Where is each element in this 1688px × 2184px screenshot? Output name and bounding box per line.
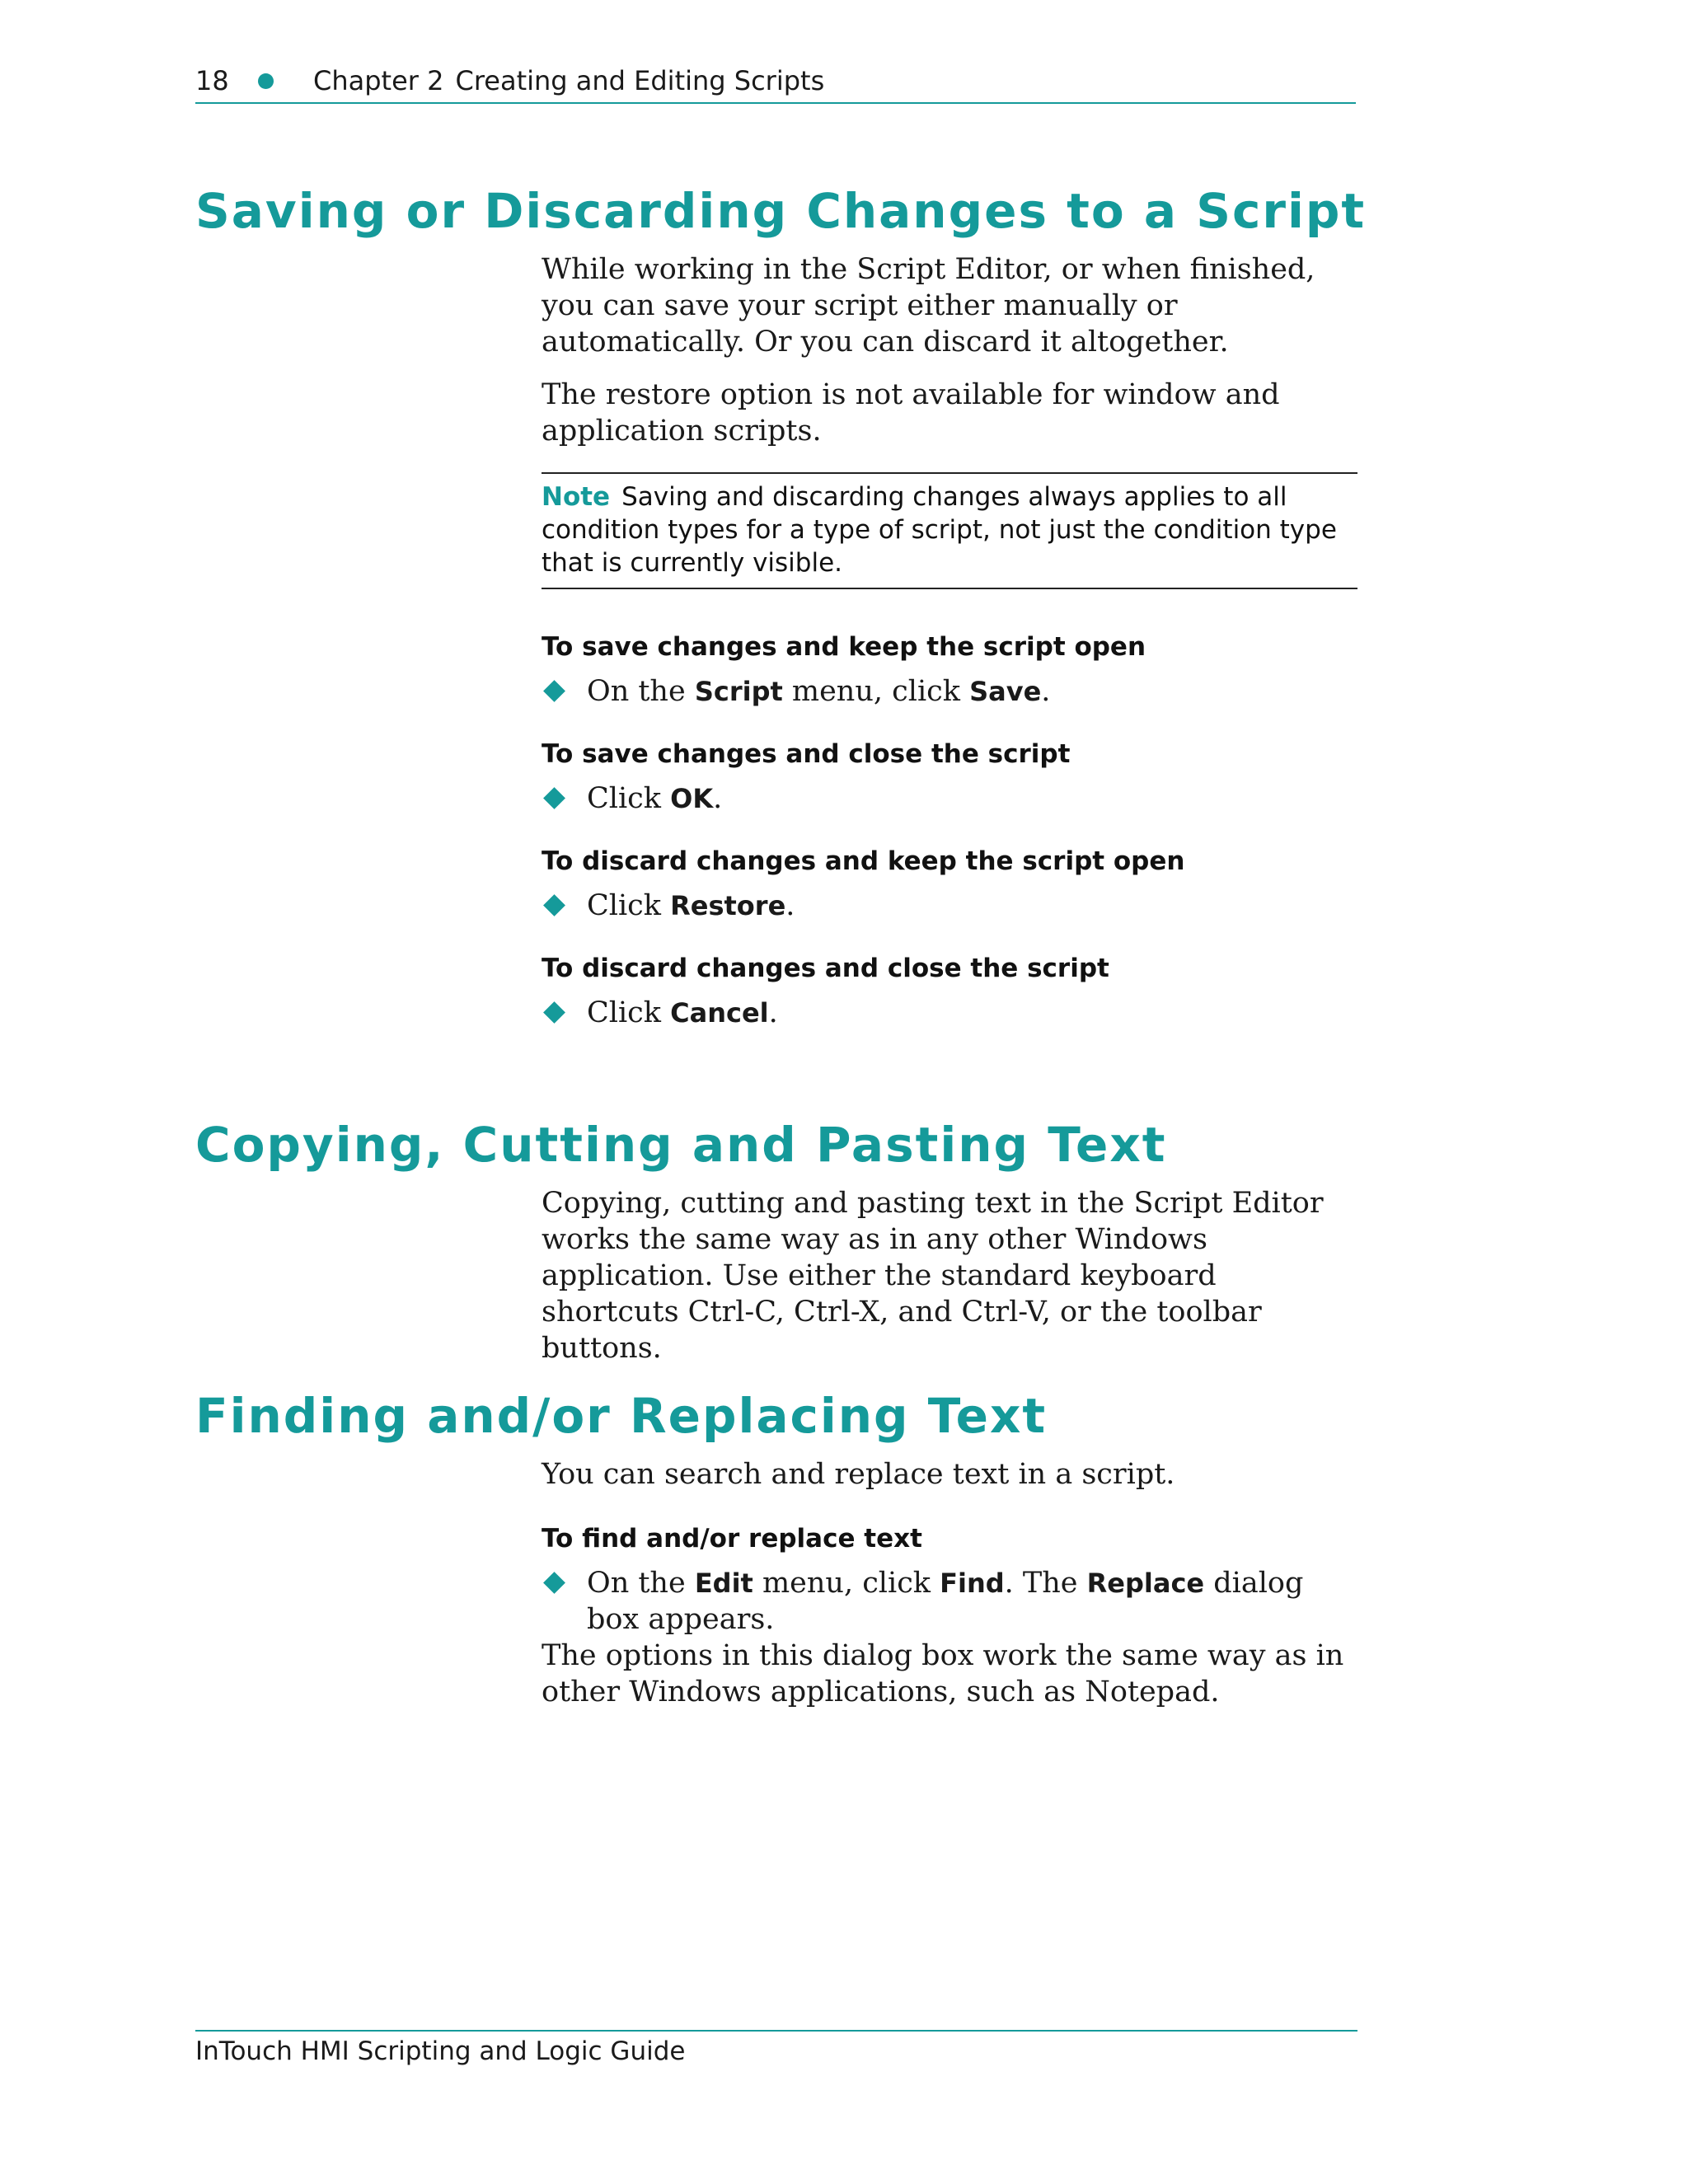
procedure-step xyxy=(542,888,1357,924)
chapter-label: Chapter 2 xyxy=(313,65,444,96)
paragraph: You can search and replace text in a script. xyxy=(542,1458,1175,1491)
section-heading-copying: Copying, Cutting and Pasting Text xyxy=(195,1117,1167,1173)
procedure xyxy=(542,630,1357,710)
paragraph: Copying, cutting and pasting text in the Script Editor works the same way as in any other Windows application. Use either the standard keyboard shortcuts Ctrl-C, Ctrl-X, and Ctrl-V, or the toolbar buttons. xyxy=(542,1187,1324,1365)
procedure xyxy=(542,952,1357,1031)
procedure-heading: To save changes and keep the script open xyxy=(542,632,1146,662)
step-text: Click Cancel. xyxy=(587,996,778,1029)
procedure xyxy=(542,845,1357,924)
note-box xyxy=(542,472,1357,589)
ui-term: OK xyxy=(670,783,714,814)
step-text: Click Restore. xyxy=(587,889,795,922)
section-body-copying xyxy=(542,1185,1357,1366)
ui-term: Cancel xyxy=(670,997,769,1029)
section-body-saving xyxy=(542,251,1357,1031)
procedure-step xyxy=(542,673,1357,710)
step-text: Click OK. xyxy=(587,782,723,815)
page-footer xyxy=(195,2030,1357,2066)
step-text: On the Edit menu, click Find. The Replace dialog box appears. xyxy=(587,1567,1304,1636)
page-number: 18 xyxy=(195,65,229,96)
ui-term: Find xyxy=(940,1568,1005,1599)
procedure-step xyxy=(542,780,1357,817)
procedure xyxy=(542,1522,1357,1638)
ui-term: Restore xyxy=(670,890,786,921)
procedure xyxy=(542,738,1357,817)
paragraph: The options in this dialog box work the same way as in other Windows applications, such as Notepad. xyxy=(542,1639,1344,1708)
section-body-finding xyxy=(542,1456,1357,1710)
ui-term: Replace xyxy=(1086,1568,1205,1599)
diamond-bullet-icon xyxy=(543,1001,565,1024)
diamond-bullet-icon xyxy=(543,894,565,916)
note-text: Saving and discarding changes always applies to all condition types for a type of script, not just the condition type that is currently visible. xyxy=(542,482,1337,578)
procedure-heading: To save changes and close the script xyxy=(542,739,1071,769)
ui-term: Edit xyxy=(694,1568,753,1599)
procedure-heading: To discard changes and keep the script open xyxy=(542,846,1185,876)
procedure-step xyxy=(542,1565,1357,1638)
diamond-bullet-icon xyxy=(543,1572,565,1594)
procedure-heading: To discard changes and close the script xyxy=(542,954,1109,983)
procedure-heading: To find and/or replace text xyxy=(542,1524,922,1554)
paragraph: The restore option is not available for window and application scripts. xyxy=(542,378,1280,448)
section-heading-saving: Saving or Discarding Changes to a Script xyxy=(195,183,1367,239)
diamond-bullet-icon xyxy=(543,680,565,702)
ui-term: Save xyxy=(969,676,1042,707)
paragraph: While working in the Script Editor, or when finished, you can save your script either manually or automatically. Or you can discard it altogether. xyxy=(542,253,1315,359)
step-text: On the Script menu, click Save. xyxy=(587,675,1051,708)
page-header xyxy=(195,59,1356,104)
bullet-dot-icon xyxy=(258,73,274,89)
procedure-step xyxy=(542,995,1357,1031)
diamond-bullet-icon xyxy=(543,787,565,809)
note-label: Note xyxy=(542,482,611,512)
section-heading-finding: Finding and/or Replacing Text xyxy=(195,1388,1048,1444)
chapter-title: Creating and Editing Scripts xyxy=(455,65,825,96)
footer-title: InTouch HMI Scripting and Logic Guide xyxy=(195,2036,686,2066)
ui-term: Script xyxy=(694,676,783,707)
